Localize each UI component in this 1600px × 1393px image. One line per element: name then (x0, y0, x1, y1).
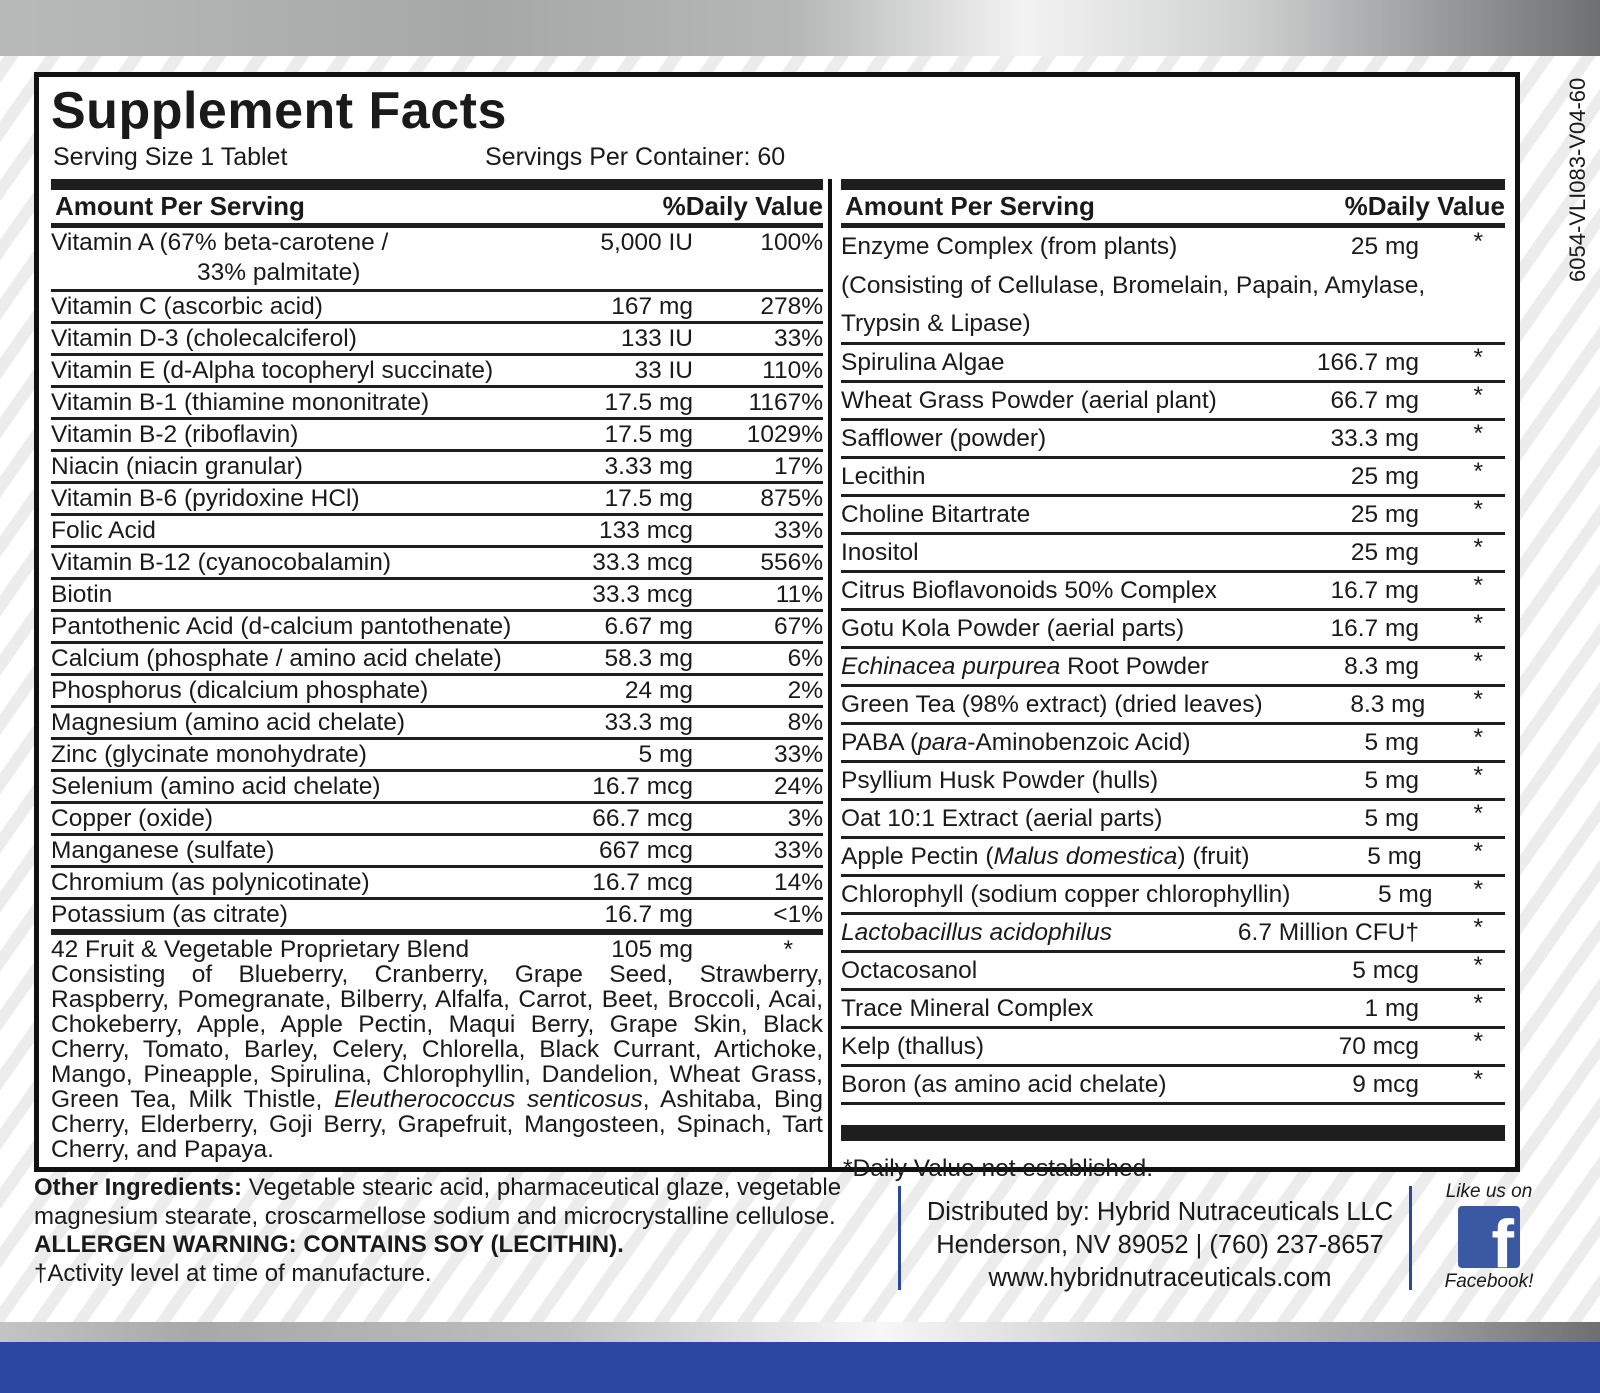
facebook-badge[interactable]: Like us on f Facebook! (1444, 1181, 1534, 1292)
table-row (841, 535, 1505, 573)
nutrient-name: Pantothenic Acid (d-calcium pantothenate) (51, 613, 512, 640)
ingredient-name: Gotu Kola Powder (aerial parts) (841, 615, 1185, 642)
ingredient-name: Green Tea (98% extract) (dried leaves) (841, 691, 1263, 718)
blend-name: 42 Fruit & Vegetable Proprietary Blend (51, 936, 470, 963)
nutrient-amount: 16.7 mcg (592, 869, 693, 896)
table-row (51, 516, 823, 548)
thick-rule (841, 1125, 1505, 1141)
activity-note: †Activity level at time of manufacture. (34, 1259, 432, 1287)
nutrient-name: Folic Acid (51, 517, 156, 544)
nutrient-amount: 33.3 mcg (592, 549, 693, 576)
ingredient-name: Psyllium Husk Powder (hulls) (841, 767, 1159, 794)
ingredient-name: Kelp (thallus) (841, 1033, 984, 1060)
table-row (841, 687, 1505, 725)
nutrient-amount: 16.7 mcg (592, 773, 693, 800)
ingredient-dv: * (1473, 611, 1483, 637)
table-row (51, 484, 823, 516)
separator-line (1409, 1186, 1412, 1290)
nutrient-name: Vitamin B-2 (riboflavin) (51, 421, 299, 448)
table-row (51, 420, 823, 452)
table-row (51, 292, 823, 324)
table-row (841, 1067, 1505, 1105)
table-row (51, 580, 823, 612)
proprietary-blend-row (51, 935, 823, 962)
nutrient-dv: 556% (760, 549, 823, 576)
ingredient-name: Citrus Bioflavonoids 50% Complex (841, 577, 1217, 604)
nutrient-dv: 33% (773, 517, 823, 544)
table-row (841, 1029, 1505, 1067)
nutrient-name: Chromium (as polynicotinate) (51, 869, 370, 896)
lot-code: 6054-VLI083-V04-60 (1565, 77, 1590, 282)
nutrient-dv: 100% (760, 229, 823, 256)
table-row (841, 915, 1505, 953)
nutrient-name: Magnesium (amino acid chelate) (51, 709, 406, 736)
nutrient-dv: 24% (773, 773, 823, 800)
nutrient-amount: 667 mcg (599, 837, 693, 864)
nutrient-amount: 133 mcg (599, 517, 693, 544)
nutrient-amount: 16.7 mg (604, 901, 693, 928)
table-row (841, 839, 1505, 877)
nutrient-amount: 66.7 mcg (592, 805, 693, 832)
nutrient-dv: 67% (773, 613, 823, 640)
ingredient-name: Lactobacillus acidophilus (841, 919, 1113, 946)
ingredient-amount: 25 mg (1350, 539, 1419, 566)
nutrient-amount: 33 IU (634, 357, 693, 384)
header-amount-per-serving: Amount Per Serving (55, 191, 305, 221)
ingredient-name: Spirulina Algae (841, 349, 1005, 376)
allergen-warning: ALLERGEN WARNING: CONTAINS SOY (LECITHIN). (34, 1231, 624, 1258)
nutrient-name: Phosphorus (dicalcium phosphate) (51, 677, 429, 704)
thick-rule (51, 179, 823, 190)
header-amount-per-serving: Amount Per Serving (845, 191, 1095, 221)
ingredient-name: Safflower (powder) (841, 425, 1047, 452)
table-row (51, 612, 823, 644)
table-row (51, 740, 823, 772)
panel-title: Supplement Facts (51, 82, 507, 140)
ingredient-amount: 16.7 mg (1330, 577, 1419, 604)
servings-per-container: Servings Per Container: 60 (485, 143, 786, 171)
nutrient-amount: 6.67 mg (604, 613, 693, 640)
ingredient-dv: * (1473, 421, 1483, 447)
nutrient-name: Vitamin B-12 (cyanocobalamin) (51, 549, 391, 576)
table-row (841, 725, 1505, 763)
ingredient-amount: 166.7 mg (1316, 349, 1419, 376)
ingredient-name: Chlorophyll (sodium copper chlorophyllin) (841, 881, 1291, 908)
ingredient-amount: 8.3 mg (1344, 653, 1419, 680)
column-divider (828, 179, 832, 1167)
nutrient-dv: 11% (775, 581, 823, 608)
ingredient-amount: 9 mcg (1352, 1071, 1419, 1098)
table-row (51, 644, 823, 676)
table-row (841, 383, 1505, 421)
header-daily-value: %Daily Value (1344, 191, 1505, 221)
ingredient-dv: * (1473, 839, 1483, 865)
nutrient-name: Vitamin A (67% beta-carotene / 33% palmitate) (51, 229, 389, 286)
table-row (841, 801, 1505, 839)
other-ingredients: Other Ingredients: Vegetable stearic acid, pharmaceutical glaze, vegetable magnesium stearate, croscarmellose sodium and microcrystalline cellulose. ALLERGEN WARNING: CONTAINS SOY (LECITHIN). †Activity level at time of manufacture. (34, 1174, 904, 1288)
nutrient-amount: 24 mg (624, 677, 693, 704)
nutrient-dv: <1% (773, 901, 823, 928)
nutrient-dv: 8% (787, 709, 823, 736)
nutrient-amount: 17.5 mg (604, 485, 693, 512)
ingredient-amount: 25 mg (1350, 463, 1419, 490)
table-row (51, 388, 823, 420)
table-header (51, 190, 823, 228)
nutrient-name: Vitamin B-1 (thiamine mononitrate) (51, 389, 430, 416)
ingredient-dv: * (1473, 915, 1483, 941)
nutrient-name: Niacin (niacin granular) (51, 453, 303, 480)
facebook-icon[interactable]: f (1458, 1206, 1520, 1268)
nutrient-name: Vitamin B-6 (pyridoxine HCl) (51, 485, 360, 512)
nutrient-dv: 1029% (746, 421, 823, 448)
nutrient-name: Calcium (phosphate / amino acid chelate) (51, 645, 502, 672)
ingredient-amount: 1 mg (1364, 995, 1419, 1022)
ingredient-dv: * (1473, 497, 1483, 523)
ingredient-name: Wheat Grass Powder (aerial plant) (841, 387, 1217, 414)
nutrient-name: Selenium (amino acid chelate) (51, 773, 381, 800)
ingredient-dv: * (1473, 991, 1483, 1017)
blend-dv: * (783, 936, 793, 963)
right-nutrient-table (841, 179, 1505, 1183)
ingredient-amount: 70 mcg (1338, 1033, 1419, 1060)
ingredient-amount: 5 mg (1378, 881, 1433, 908)
ingredient-name: PABA (para-Aminobenzoic Acid) (841, 729, 1191, 756)
table-row (51, 804, 823, 836)
nutrient-dv: 278% (760, 293, 823, 320)
ingredient-name: Echinacea purpurea Root Powder (841, 653, 1209, 680)
nutrient-dv: 14% (773, 869, 823, 896)
nutrient-amount: 17.5 mg (604, 389, 693, 416)
ingredient-amount: 5 mg (1367, 843, 1422, 870)
table-row (51, 772, 823, 804)
table-row (51, 868, 823, 900)
table-row (841, 459, 1505, 497)
ingredient-dv: * (1473, 383, 1483, 409)
table-row (51, 708, 823, 740)
nutrient-name: Zinc (glycinate monohydrate) (51, 741, 367, 768)
table-row (51, 452, 823, 484)
website-link[interactable]: www.hybridnutraceuticals.com (988, 1264, 1332, 1292)
nutrient-amount: 167 mg (611, 293, 693, 320)
nutrient-dv: 3% (787, 805, 823, 832)
top-silver-band (0, 0, 1600, 56)
ingredient-amount: 33.3 mg (1330, 425, 1419, 452)
nutrient-name: Vitamin E (d-Alpha tocopheryl succinate) (51, 357, 494, 384)
table-row (841, 611, 1505, 649)
ingredient-dv: * (1473, 649, 1483, 675)
supplement-facts-panel (34, 72, 1520, 1182)
nutrient-dv: 110% (762, 357, 823, 384)
ingredient-amount: 5 mcg (1352, 957, 1419, 984)
table-row (51, 836, 823, 868)
table-row (51, 228, 823, 292)
nutrient-name: Potassium (as citrate) (51, 901, 288, 928)
nutrient-dv: 875% (760, 485, 823, 512)
ingredient-amount: 25 mg (1350, 501, 1419, 528)
ingredient-amount: 5 mg (1364, 767, 1419, 794)
table-row (841, 953, 1505, 991)
table-row (841, 345, 1505, 383)
nutrient-amount: 133 IU (620, 325, 693, 352)
ingredient-amount: 5 mg (1364, 805, 1419, 832)
ingredient-dv: * (1473, 687, 1483, 713)
nutrient-amount: 58.3 mg (604, 645, 693, 672)
nutrient-name: Manganese (sulfate) (51, 837, 275, 864)
header-daily-value: %Daily Value (662, 191, 823, 221)
enzyme-complex-row: Enzyme Complex (from plants) 25 mg * (Consisting of Cellulase, Bromelain, Papain, Amylase, Trypsin & Lipase) (841, 228, 1505, 345)
ingredient-dv: * (1473, 801, 1483, 827)
nutrient-dv: 33% (773, 325, 823, 352)
table-row (841, 991, 1505, 1029)
ingredient-name: Trace Mineral Complex (841, 995, 1094, 1022)
table-row (841, 421, 1505, 459)
serving-size: Serving Size 1 Tablet (53, 143, 288, 171)
blend-amount: 105 mg (611, 936, 693, 963)
ingredient-dv: * (1473, 573, 1483, 599)
table-row (51, 324, 823, 356)
ingredient-amount: 66.7 mg (1330, 387, 1419, 414)
blend-ingredients: Consisting of Blueberry, Cranberry, Grape Seed, Strawberry, Raspberry, Pomegranate, Bilberry, Alfalfa, Carrot, Beet, Broccoli, Acai, Chokeberry, Apple, Apple Pectin, Maqui Berry, Grape Skin, Black Cherry, Tomato, Barley, Celery, Chlorella, Black Currant, Artichoke, Mango, Pineapple, Spirulina, Chlorophyllin, Dandelion, Wheat Grass, Green Tea, Milk Thistle, Eleutherococcus senticosus, Ashitaba, Bing Cherry, Elderberry, Goji Berry, Grapefruit, Mangosteen, Spinach, Tart Cherry, and Papaya. (51, 961, 823, 1163)
nutrient-name: Copper (oxide) (51, 805, 214, 832)
ingredient-name: Apple Pectin (Malus domestica) (fruit) (841, 843, 1250, 870)
nutrient-dv: 17% (773, 453, 823, 480)
ingredient-dv: * (1473, 725, 1483, 751)
ingredient-name: Octacosanol (841, 957, 978, 984)
nutrient-dv: 33% (773, 837, 823, 864)
ingredient-name: Choline Bitartrate (841, 501, 1031, 528)
ingredient-dv: * (1473, 459, 1483, 485)
nutrient-amount: 5,000 IU (600, 229, 693, 256)
ingredient-name: Lecithin (841, 463, 926, 490)
ingredient-amount: 6.7 Million CFU† (1237, 919, 1419, 946)
distributor-info: Distributed by: Hybrid Nutraceuticals LLC Henderson, NV 89052 | (760) 237-8657 www.hybridnutraceuticals.com (920, 1196, 1400, 1295)
ingredient-name: Oat 10:1 Extract (aerial parts) (841, 805, 1163, 832)
nutrient-dv: 1167% (748, 389, 823, 416)
ingredient-dv: * (1473, 953, 1483, 979)
table-row (841, 877, 1505, 915)
ingredient-dv: * (1473, 877, 1483, 903)
table-row (841, 497, 1505, 535)
separator-line (898, 1186, 901, 1290)
table-header (841, 190, 1505, 228)
nutrient-amount: 3.33 mg (604, 453, 693, 480)
ingredient-dv: * (1473, 1067, 1483, 1093)
ingredient-name: Inositol (841, 539, 919, 566)
nutrient-name: Vitamin D-3 (cholecalciferol) (51, 325, 357, 352)
bottom-blue-band (0, 1342, 1600, 1393)
table-row (841, 649, 1505, 687)
nutrient-amount: 17.5 mg (604, 421, 693, 448)
dv-footnote: *Daily Value not established. (843, 1155, 1154, 1182)
nutrient-name: Vitamin C (ascorbic acid) (51, 293, 323, 320)
left-nutrient-table (51, 179, 823, 1162)
ingredient-dv: * (1473, 535, 1483, 561)
nutrient-dv: 33% (773, 741, 823, 768)
ingredient-dv: * (1473, 763, 1483, 789)
table-row (841, 763, 1505, 801)
table-row (841, 573, 1505, 611)
ingredient-dv: * (1473, 345, 1483, 371)
ingredient-name: Boron (as amino acid chelate) (841, 1071, 1167, 1098)
nutrient-dv: 6% (787, 645, 823, 672)
nutrient-amount: 33.3 mg (604, 709, 693, 736)
nutrient-name: Biotin (51, 581, 113, 608)
nutrient-amount: 33.3 mcg (592, 581, 693, 608)
ingredient-dv: * (1473, 1029, 1483, 1055)
table-row (51, 356, 823, 388)
bottom-silver-band (0, 1322, 1600, 1342)
ingredient-amount: 8.3 mg (1350, 691, 1426, 718)
table-row (51, 548, 823, 580)
table-row (51, 900, 823, 932)
ingredient-amount: 5 mg (1364, 729, 1419, 756)
table-row (51, 676, 823, 708)
ingredient-amount: 16.7 mg (1330, 615, 1419, 642)
nutrient-amount: 5 mg (638, 741, 693, 768)
nutrient-dv: 2% (787, 677, 823, 704)
thick-rule (841, 179, 1505, 190)
